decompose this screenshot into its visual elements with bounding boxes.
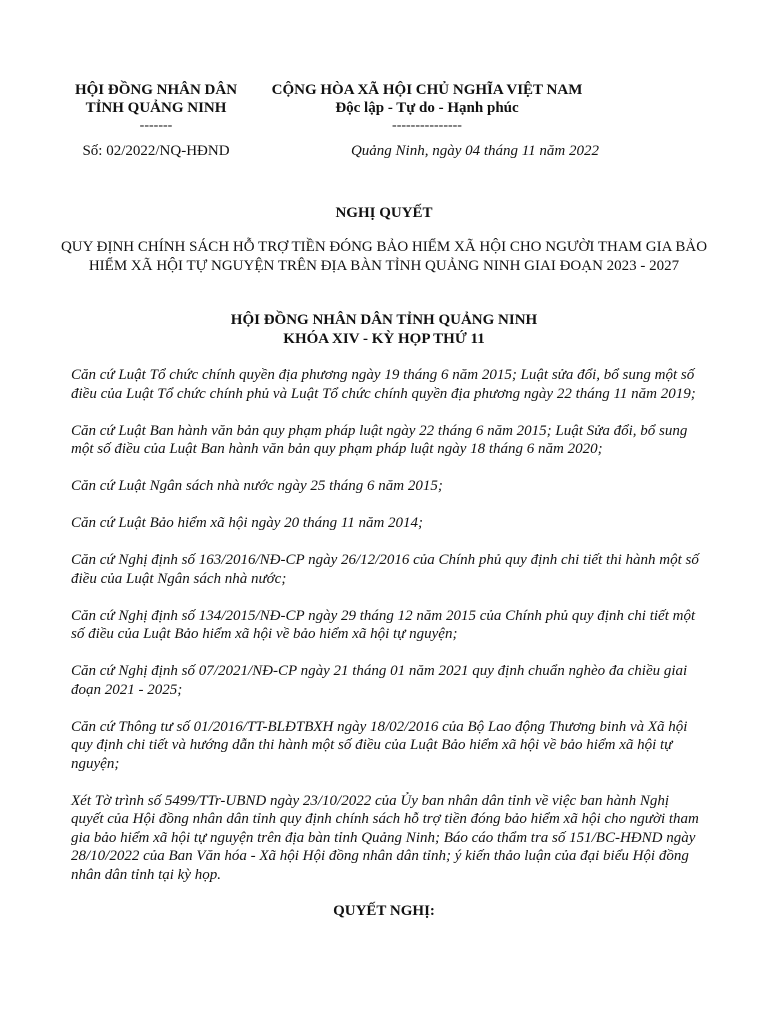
national-motto-block — [262, 81, 592, 135]
legal-basis-item: Căn cứ Luật Tổ chức chính quyền địa phương ngày 19 tháng 6 năm 2015; Luật sửa đổi, bổ sung một số điều của Luật Tổ chức chính phủ và Luật Tổ chức chính quyền địa phương ngày 22 tháng 11 năm 2019; — [71, 367, 696, 402]
legal-basis-item: Căn cứ Thông tư số 01/2016/TT-BLĐTBXH ngày 18/02/2016 của Bộ Lao động Thương binh và Xã hội quy định chi tiết và hướng dẫn thi hành một số điều của Luật Bảo hiểm xã hội về bảo hiểm xã hội tự nguyện; — [71, 718, 688, 772]
legal-basis-list — [71, 366, 703, 903]
national-motto-separator: --------------- — [392, 118, 462, 133]
legal-basis-item: Căn cứ Luật Ban hành văn bản quy phạm pháp luật ngày 22 tháng 6 năm 2015; Luật Sửa đổi, bổ sung một số điều của Luật Ban hành văn bản quy phạm pháp luật ngày 18 tháng 6 năm 2020; — [71, 422, 688, 457]
council-heading — [60, 311, 708, 348]
decision-heading: QUYẾT NGHỊ: — [333, 903, 435, 919]
council-name: HỘI ĐỒNG NHÂN DÂN TỈNH QUẢNG NINH — [230, 312, 538, 328]
issuing-agency-separator: ------- — [139, 118, 173, 133]
document-title: NGHỊ QUYẾT — [335, 205, 433, 221]
issuing-agency-block — [70, 81, 242, 135]
issuing-agency-line2: TỈNH QUẢNG NINH — [85, 100, 227, 116]
council-session: KHÓA XIV - KỲ HỌP THỨ 11 — [283, 330, 485, 347]
document-date: Quảng Ninh, ngày 04 tháng 11 năm 2022 — [350, 143, 600, 159]
document-number: Số: 02/2022/NQ-HĐND — [82, 143, 230, 159]
republic-name: CỘNG HÒA XÃ HỘI CHỦ NGHĨA VIỆT NAM — [271, 82, 583, 98]
legal-basis-item: Căn cứ Nghị định số 07/2021/NĐ-CP ngày 21 tháng 01 năm 2021 quy định chuẩn nghèo đa chiều giai đoạn 2021 - 2025; — [71, 663, 688, 698]
legal-basis-item: Căn cứ Nghị định số 163/2016/NĐ-CP ngày 26/12/2016 của Chính phủ quy định chi tiết thi hành một số điều của Luật Ngân sách nhà nước; — [71, 552, 699, 587]
issuing-agency-line1: HỘI ĐỒNG NHÂN DÂN — [74, 82, 238, 98]
legal-basis-item: Căn cứ Luật Bảo hiểm xã hội ngày 20 tháng 11 năm 2014; — [71, 515, 424, 531]
national-motto: Độc lập - Tự do - Hạnh phúc — [335, 100, 519, 116]
legal-basis-item: Căn cứ Nghị định số 134/2015/NĐ-CP ngày 29 tháng 12 năm 2015 của Chính phủ quy định chi tiết một số điều của Luật Bảo hiểm xã hội về bảo hiểm xã hội tự nguyện; — [71, 607, 696, 642]
legal-basis-item: Xét Tờ trình số 5499/TTr-UBND ngày 23/10/2022 của Ủy ban nhân dân tỉnh về việc ban hành Nghị quyết của Hội đồng nhân dân tỉnh quy định chính sách hỗ trợ tiền đóng bảo hiểm xã hội cho người tham gia bảo hiểm xã hội tự nguyện trên địa bàn tỉnh Quảng Ninh; Báo cáo thẩm tra số 151/BC-HĐND ngày 28/10/2022 của Ban Văn hóa - Xã hội Hội đồng nhân dân tỉnh; ý kiến thảo luận của đại biểu Hội đồng nhân dân tỉnh tại kỳ họp. — [71, 792, 699, 883]
document-subtitle: QUY ĐỊNH CHÍNH SÁCH HỖ TRỢ TIỀN ĐÓNG BẢO HIỂM XÃ HỘI CHO NGƯỜI THAM GIA BẢO HIỂM XÃ HỘI TỰ NGUYỆN TRÊN ĐỊA BÀN TỈNH QUẢNG NINH GIAI ĐOẠN 2023 - 2027 — [60, 239, 708, 274]
legal-basis-item: Căn cứ Luật Ngân sách nhà nước ngày 25 tháng 6 năm 2015; — [71, 478, 443, 494]
